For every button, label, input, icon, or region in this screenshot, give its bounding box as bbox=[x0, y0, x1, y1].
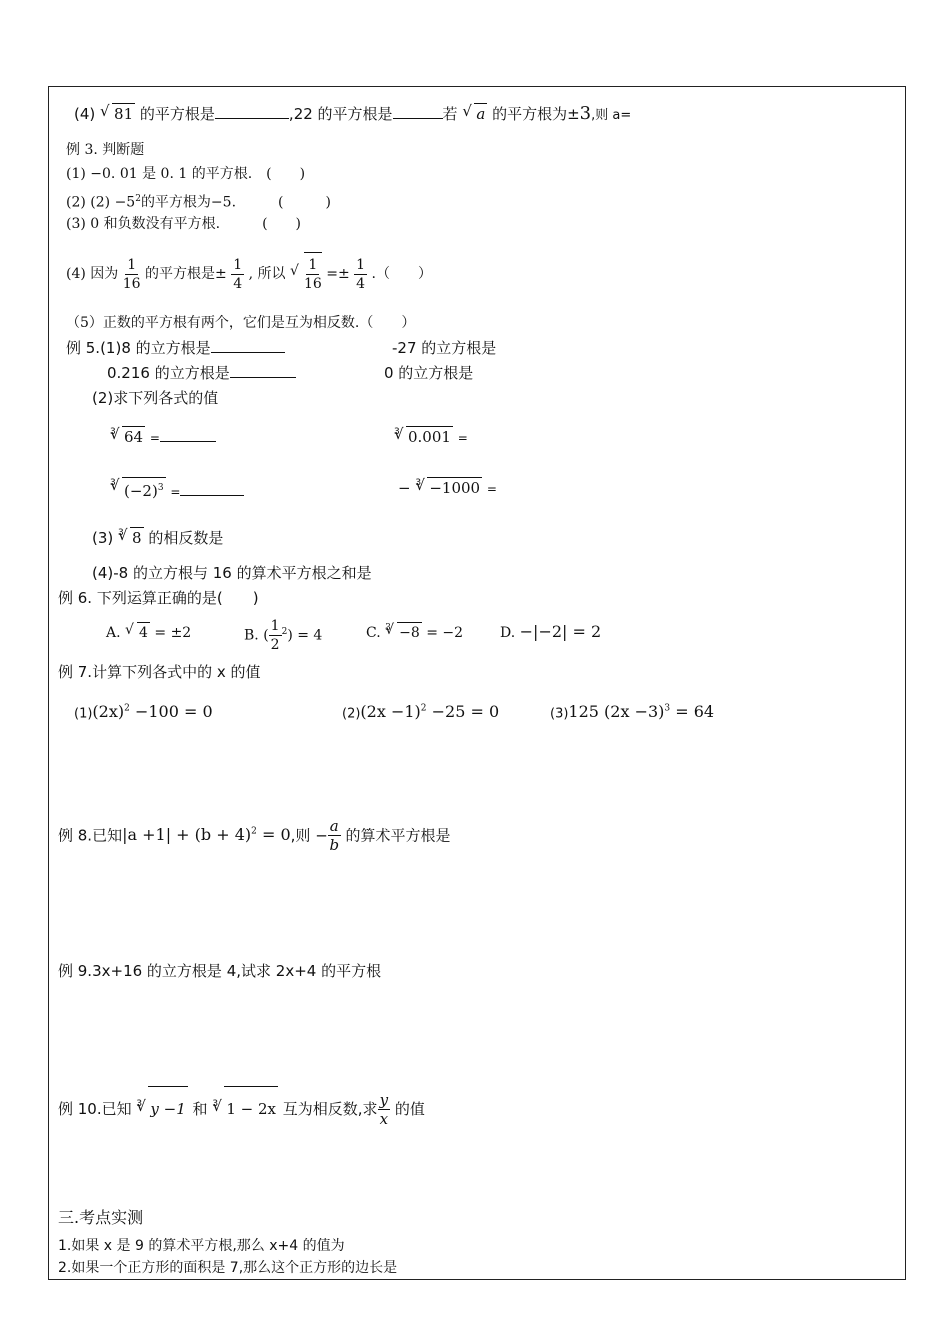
ex5-b2: 0 的立方根是 bbox=[384, 364, 474, 382]
section-3-title: 三.考点实测 bbox=[58, 1208, 144, 1227]
ex3-title: 例 3. 判断题 bbox=[66, 142, 145, 158]
ex5-a2: -27 的立方根是 bbox=[392, 339, 497, 357]
section-3-q2: 2.如果一个正方形的面积是 7,那么这个正方形的边长是 bbox=[58, 1260, 398, 1276]
ex3-item-2: (2) $(2) -5^2$的平方根为−5. ( ) bbox=[66, 194, 331, 211]
sqrt-81: √ 81 bbox=[100, 103, 135, 124]
answer-blank[interactable] bbox=[160, 427, 216, 442]
answer-blank[interactable] bbox=[230, 363, 296, 378]
ex9-line: 例 9.3x+16 的立方根是 4,试求 2x+4 的平方根 bbox=[58, 962, 382, 980]
ex7-eq-3: (3)125 $(2x -3)^3 = 64$ bbox=[550, 702, 715, 722]
ex6-option-a[interactable]: A. √ 4 = ±2 bbox=[106, 622, 191, 643]
answer-blank[interactable] bbox=[215, 104, 289, 119]
ex8-line: 例 8.已知$|a +1| + (b + 4)^2 = 0$,则 − $\frac{a}{b}$ 的算术平方根是 bbox=[58, 817, 451, 855]
ex7-eq-1: $(1)(2x)^2 -100 = 0$ bbox=[74, 702, 213, 722]
answer-blank[interactable] bbox=[180, 481, 244, 496]
ex4-line: (4) √ 81 的平方根是 ,22 的平方根是 若 √ a 的平方根为±3,则 a= bbox=[74, 103, 631, 126]
answer-blank[interactable] bbox=[211, 338, 285, 353]
ex7-title: 例 7.计算下列各式中的 x 的值 bbox=[58, 663, 261, 681]
ex3-item-1: (1) −0. 01 是 0. 1 的平方根. ( ) bbox=[66, 166, 306, 182]
section-3-q1: 1.如果 x 是 9 的算术平方根,那么 x+4 的值为 bbox=[58, 1238, 345, 1254]
sqrt-fraction: √ $\frac{1}{16}$ bbox=[290, 252, 322, 295]
ex5-a1: 例 5.(1)8 的立方根是 bbox=[66, 338, 285, 358]
cbrt-neg2-cubed: √ 3 $(-2)^3$ = bbox=[110, 477, 244, 502]
cbrt-0001: √ 3 0.001 = bbox=[394, 426, 468, 448]
ex10-line: 例 10.已知 √ 3 y −1 和 √ 3 1 − 2x 互为相反数,求 $\frac{y}{x}$ 的值 bbox=[58, 1086, 425, 1131]
cbrt-64: √ 3 64 = bbox=[110, 426, 216, 448]
ex6-option-c[interactable]: C. √ 3 −8 = −2 bbox=[366, 622, 463, 643]
ex3-item-4: (4) 因为 $\frac{1}{16}$ 的平方根是± $\frac{1}{4}$ , 所以 √ $\frac{1}{16}$ =± $\frac{1}{4}$ .（ ） bbox=[66, 252, 432, 295]
ex6-option-d[interactable]: D. −|−2| = 2 bbox=[500, 622, 602, 641]
answer-blank[interactable] bbox=[393, 104, 443, 119]
ex5-e: (4)-8 的立方根与 16 的算术平方根之和是 bbox=[92, 564, 372, 582]
ex3-item-3: (3) 0 和负数没有平方根. ( ) bbox=[66, 216, 302, 232]
ex6-title: 例 6. 下列运算正确的是( ) bbox=[58, 589, 259, 607]
ex5-c: (2)求下列各式的值 bbox=[92, 389, 219, 407]
sqrt-a: √ a bbox=[462, 103, 487, 124]
ex3-item-5: （5）正数的平方根有两个，它们是互为相反数.（ ） bbox=[66, 315, 416, 331]
ex5-d: (3) √ 3 8 的相反数是 bbox=[92, 527, 223, 548]
ex7-eq-2: $(2)(2x -1)^2 -25 = 0$ bbox=[342, 702, 500, 722]
ex6-option-b[interactable]: B. ( $\frac{1}{2}$ $^2$) = 4 bbox=[244, 618, 323, 654]
ex5-b1: 0.216 的立方根是 bbox=[107, 363, 296, 383]
neg-cbrt-neg1000: − √ 3 −1000 = bbox=[398, 477, 497, 499]
